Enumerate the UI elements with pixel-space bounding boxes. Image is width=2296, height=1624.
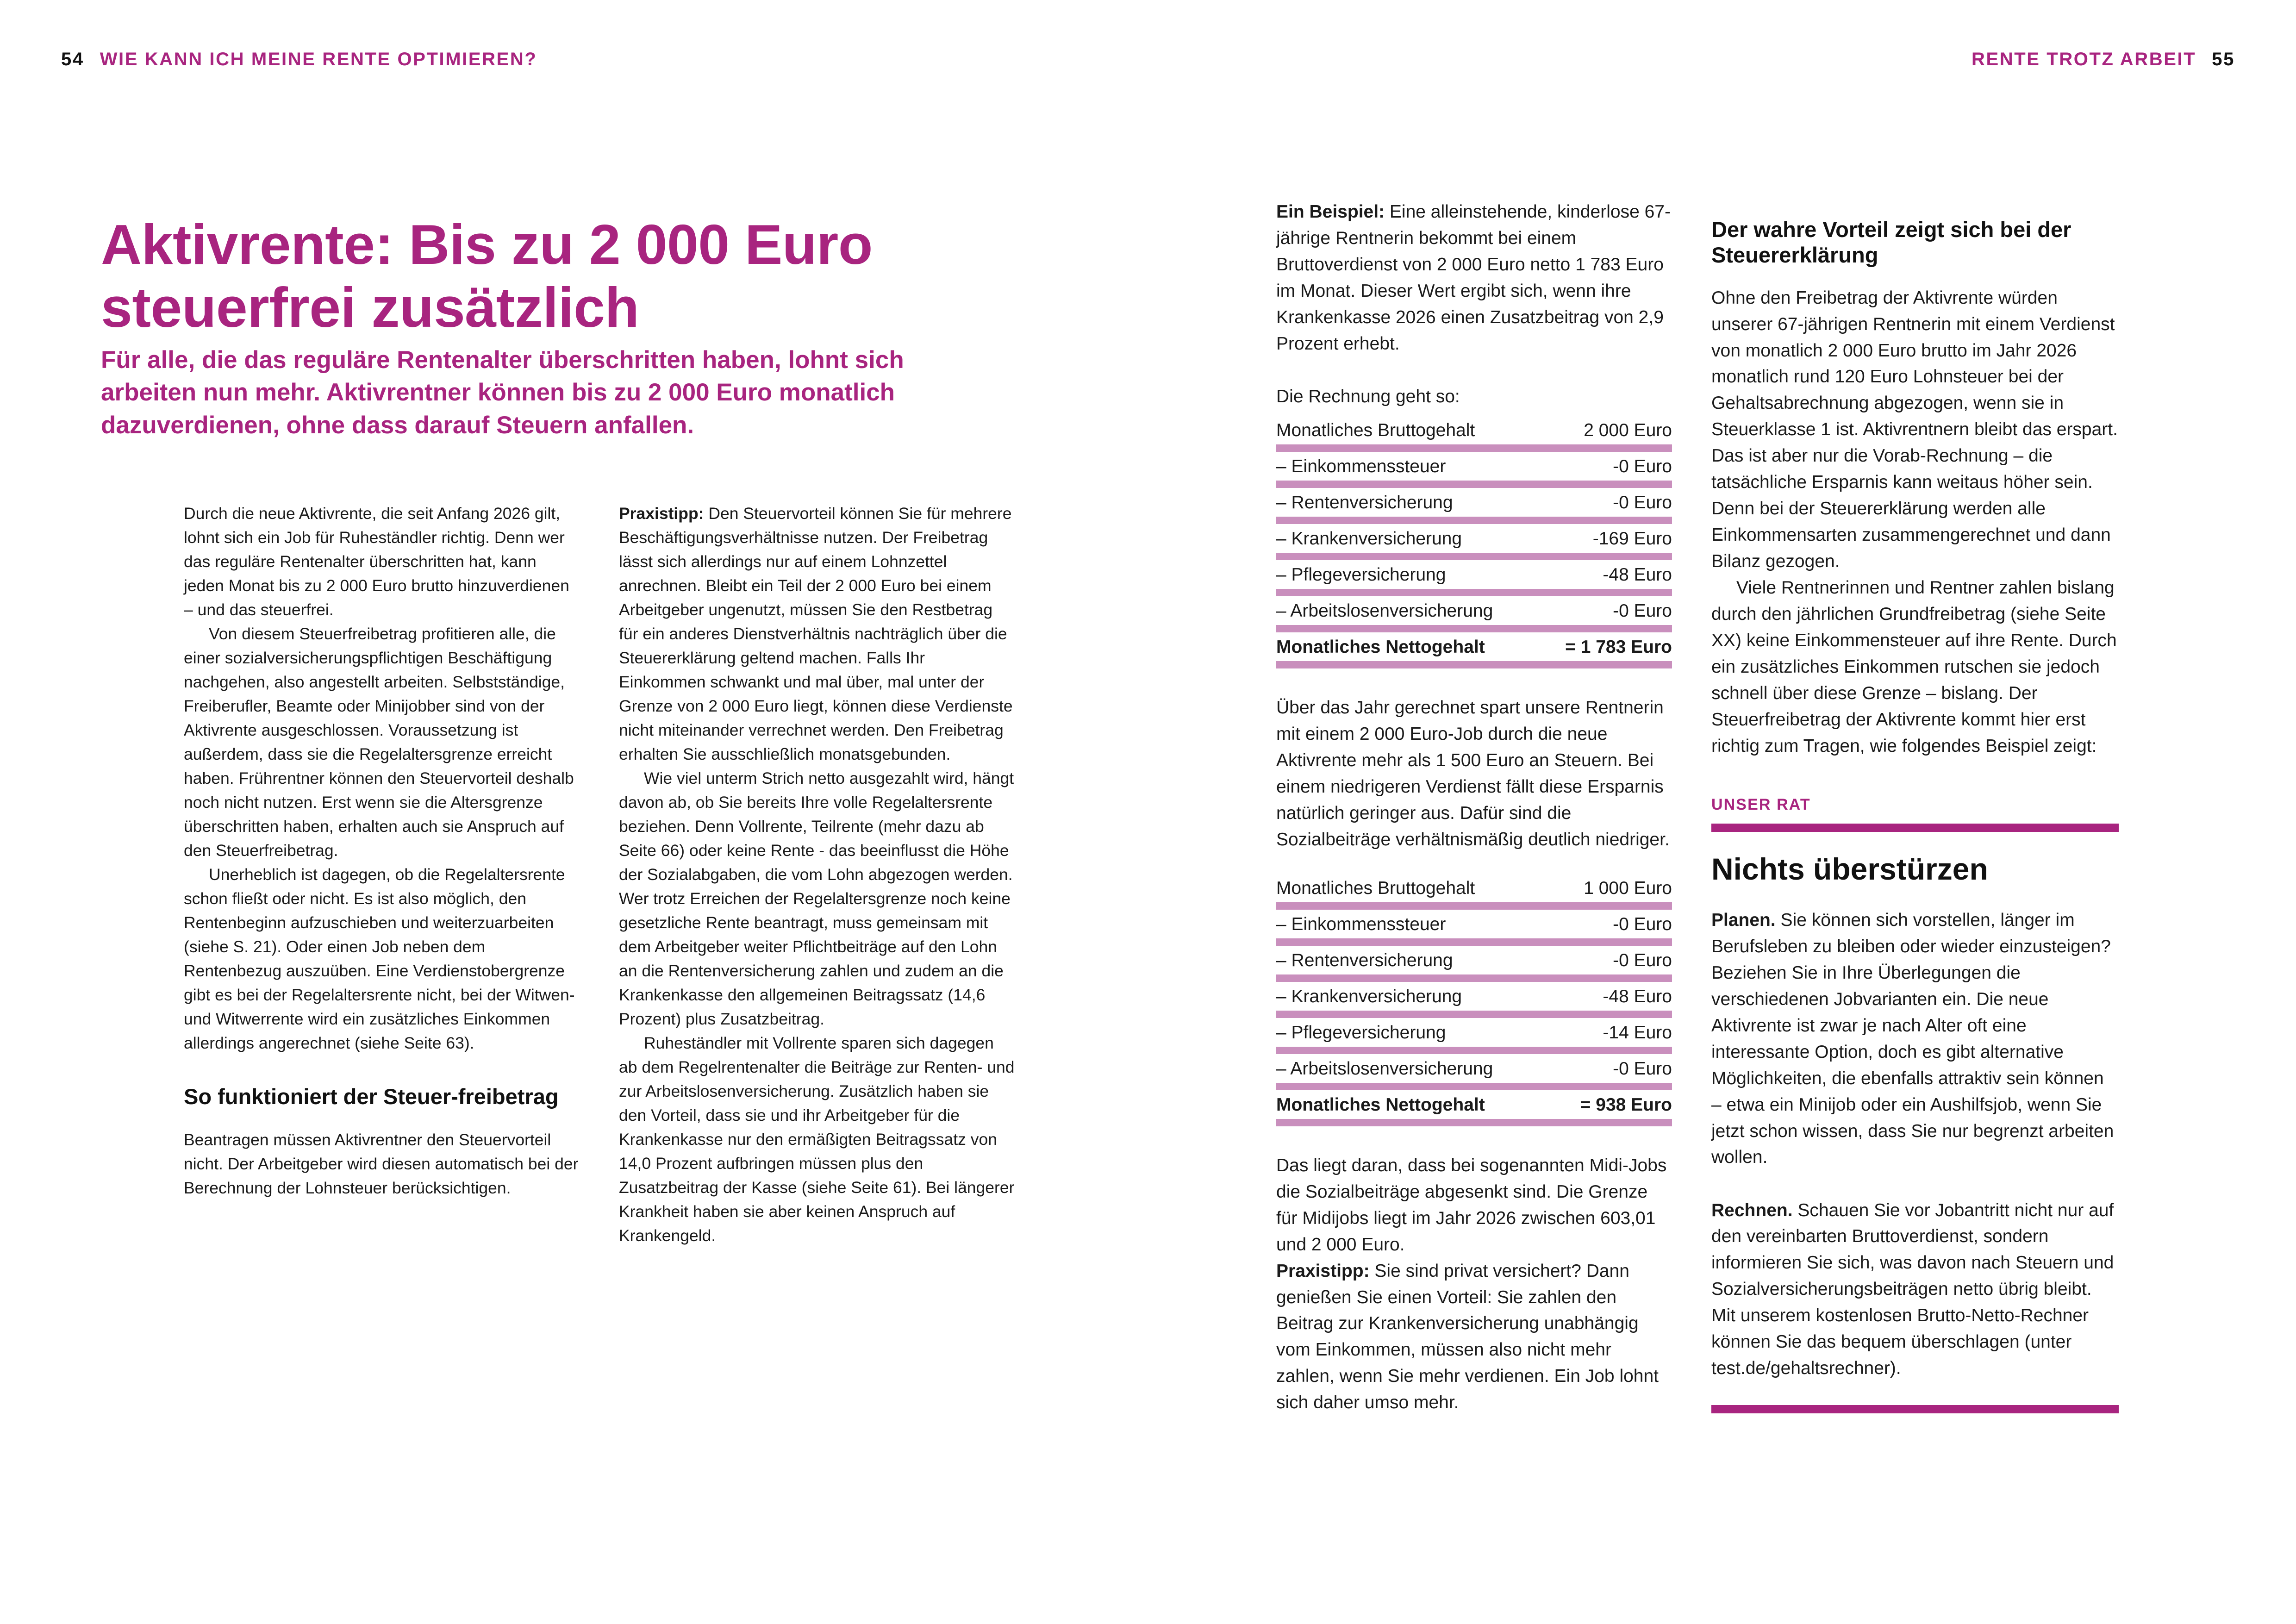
paragraph [619,501,1015,766]
row-label: Monatliches Bruttogehalt [1276,420,1475,441]
paragraph-text: Sie sind privat versichert? Dann genießen Sie einen Vorteil: Sie zahlen den Beitrag zur Krankenversicherung unabhängig vom Einkommen, müssen also nicht mehr zahlen, wenn Sie mehr verdienen. Ein Job lohnt sich daher umso mehr. [1276,1261,1659,1413]
row-divider [1276,517,1672,524]
standfirst: Für alle, die das reguläre Rentenalter überschritten haben, lohnt sich arbeiten nun mehr. Aktivrentner können bis zu 2 000 Euro monatlich dazuverdienen, ohne dass darauf Steuern anfallen. [101,346,904,439]
row-divider [1276,481,1672,488]
paragraph-text: Den Steuervorteil können Sie für mehrere Beschäftigungsverhältnisse nutzen. Der Freibetrag lässt sich allerdings nur auf einem Lohnzettel anrechnen. Bleibt ein Teil der 2 000 Euro bei einem Arbeitgeber ungenutzt, müssen Sie den Restbetrag für ein anderes Dienstverhältnis nachträglich über die Steuererklärung geltend machen. Falls Ihr Einkommen schwankt und mal über, mal unter der Grenze von 2 000 Euro liegt, können diese Verdienste nicht miteinander verrechnet werden. Den Freibetrag erhalten Sie ausschließlich monatsgebunden. [619,504,1013,763]
row-label: – Krankenversicherung [1276,529,1462,549]
paragraph: Wie viel unterm Strich netto ausgezahlt wird, hängt davon ab, ob Sie bereits Ihre volle Regelaltersrente beziehen. Denn Vollrente, Teilrente (mehr dazu ab Seite 66) oder keine Rente - das beeinflusst die Höhe der Sozialabgaben, die vom Lohn abgezogen werden. Wer trotz Erreichen der Regelaltersgrenze noch keine gesetzliche Rente beantragt, muss gemeinsam mit dem Arbeitgeber weiter Pflichtbeiträge auf den Lohn an die Rentenversicherung zahlen und zudem an die Krankenkasse den allgemeinen Beitragssatz (14,6 Prozent) plus Zusatzbeitrag. [619,769,1014,1028]
lead-in-label: Ein Beispiel: [1276,202,1385,222]
row-divider [1276,625,1672,632]
lead-in-label: Praxistipp: [1276,1261,1370,1281]
paragraph [1711,907,2119,1171]
row-divider [1276,902,1672,910]
body-column-4 [1711,199,2119,1413]
table-row [1276,1022,1672,1043]
row-label: – Arbeitslosenversicherung [1276,1058,1493,1079]
section-heading: So funktioniert der Steuer-freibetrag [184,1084,559,1109]
table-row [1276,492,1672,513]
row-value: -48 Euro [1603,986,1672,1006]
folio-left: 54 [61,49,84,69]
paragraph-text: Schauen Sie vor Jobantritt nicht nur auf den vereinbarten Bruttoverdienst, sondern informieren Sie sich, was davon nach Steuern und Sozialversicherungsbeiträgen netto übrig bleibt. Mit unserem kostenlosen Brutto-Netto-Rechner können Sie das bequem überschlagen (unter test.de/gehaltsrechner). [1711,1200,2114,1379]
table-row [1276,914,1672,935]
row-value: -0 Euro [1613,914,1672,934]
paragraph: Durch die neue Aktivrente, die seit Anfang 2026 gilt, lohnt sich ein Job für Ruheständler richtig. Denn wer das reguläre Rentenalter überschritten hat, kann jeden Monat bis zu 2 000 Euro brutto hinzuverdienen – und das steuerfrei. [184,504,569,619]
section-heading: Der wahre Vorteil zeigt sich bei der Steuererklärung [1711,217,2071,267]
row-label: – Pflegeversicherung [1276,565,1446,585]
table-row [1276,986,1672,1007]
box-rule-top [1711,824,2119,832]
body-column-1 [184,501,580,1200]
page-title: Aktivrente: Bis zu 2 000 Euro steuerfrei zusätzlich [101,212,873,339]
body-column-3 [1276,199,1672,1416]
row-value: = 938 Euro [1580,1094,1672,1115]
row-label: – Arbeitslosenversicherung [1276,601,1493,621]
row-divider [1276,938,1672,946]
row-label: – Rentenversicherung [1276,950,1453,970]
paragraph: Über das Jahr gerechnet spart unsere Rentnerin mit einem 2 000 Euro-Job durch die neue Aktivrente mehr als 1 500 Euro an Steuern. Bei einem niedrigeren Verdienst fällt diese Ersparnis natürlich geringer aus. Dafür sind die Sozialbeiträge verhältnismäßig deutlich niedriger. [1276,698,1670,850]
row-divider [1276,974,1672,982]
row-divider [1276,589,1672,596]
table-row [1276,420,1672,441]
box-title: Nichts überstürzen [1711,852,1988,887]
row-divider [1276,1119,1672,1126]
row-label: – Pflegeversicherung [1276,1022,1446,1043]
row-value: -14 Euro [1603,1022,1672,1043]
paragraph [1711,1198,2119,1382]
row-label: – Einkommenssteuer [1276,456,1446,477]
paragraph [1276,199,1672,357]
paragraph-text: Eine alleinstehende, kinderlose 67-jährige Rentnerin bekommt bei einem Bruttoverdienst von 2 000 Euro netto 1 783 Euro im Monat. Dieser Wert ergibt sich, wenn ihre Krankenkasse 2026 einen Zusatzbeitrag von 2,9 Prozent erhebt. [1276,202,1671,354]
lead-in-label: Praxistipp: [619,504,704,523]
row-label: – Krankenversicherung [1276,986,1462,1006]
row-value: -169 Euro [1592,529,1672,549]
row-label: Monatliches Bruttogehalt [1276,878,1475,898]
paragraph: Unerheblich ist dagegen, ob die Regelaltersrente schon fließt oder nicht. Es ist also möglich, den Rentenbeginn aufzuschieben und weiterzuarbeiten (siehe S. 21). Oder einen Job neben dem Rentenbezug auszuüben. Eine Verdienstobergrenze gibt es bei der Regelaltersrente nicht, bei der Witwen- und Witwerrente wird ein zusätzliches Einkommen allerdings angerechnet (siehe Seite 63). [184,865,575,1052]
row-value: -0 Euro [1613,601,1672,621]
section-title-right: RENTE TROTZ ARBEIT [1972,49,2196,69]
body-column-2 [619,501,1015,1248]
box-kicker: UNSER RAT [1711,795,1811,813]
row-value: = 1 783 Euro [1565,637,1672,657]
table-total-row [1276,1094,1672,1116]
row-value: 1 000 Euro [1584,878,1672,898]
row-value: -0 Euro [1613,1058,1672,1079]
row-value: 2 000 Euro [1584,420,1672,441]
paragraph: Ruheständler mit Vollrente sparen sich dagegen ab dem Regelrentenalter die Beiträge zur Renten- und zur Arbeitslosenversicherung. Zusätzlich haben sie den Vorteil, dass sie und ihr Arbeitgeber für die Krankenkasse nur den ermäßigten Beitragssatz von 14,0 Prozent aufbringen müssen plus den Zusatzbeitrag der Kasse (siehe Seite 61). Bei längerer Krankheit haben sie aber keinen Anspruch auf Krankengeld. [619,1034,1015,1245]
row-value: -0 Euro [1613,493,1672,513]
folio-right: 55 [2212,49,2235,69]
table-row [1276,600,1672,622]
table-row [1276,528,1672,550]
row-divider [1276,1083,1672,1090]
paragraph-text: Sie können sich vorstellen, länger im Berufsleben zu bleiben oder wieder einzusteigen? Beziehen Sie in Ihre Überlegungen die verschiedenen Jobvarianten ein. Die neue Aktivrente ist zwar je nach Alter oft eine interessante Option, doch es gibt alternative Möglichkeiten, die ebenfalls attraktiv sein können – etwa ein Minijob oder ein Aushilfsjob, wenn Sie jetzt schon wissen, dass Sie nur begrenzt arbeiten wollen. [1711,910,2114,1168]
paragraph: Von diesem Steuerfreibetrag profitieren alle, die einer sozialversicherungspflichtigen Beschäftigung nachgehen, also angestellt arbeiten. Selbstständige, Freiberufler, Beamte oder Minijobber sind von der Aktivrente ausgeschlossen. Voraussetzung ist außerdem, dass sie die Regelaltersgrenze erreicht haben. Frührentner können den Steuervorteil deshalb noch nicht nutzen. Erst wenn sie die Altersgrenze überschritten haben, erhalten auch sie Anspruch auf den Steuerfreibetrag. [184,625,574,860]
row-divider [1276,661,1672,668]
unser-rat-box [1711,793,2119,1413]
row-divider [1276,1011,1672,1018]
table-row [1276,456,1672,477]
box-rule-bottom [1711,1405,2119,1413]
paragraph: Beantragen müssen Aktivrentner den Steuervorteil nicht. Der Arbeitgeber wird diesen automatisch bei der Berechnung der Lohnsteuer berücksichtigen. [184,1130,579,1197]
paragraph: Die Rechnung geht so: [1276,386,1460,406]
table-total-row [1276,637,1672,658]
lead-in-label: Rechnen. [1711,1200,1793,1220]
table-row [1276,878,1672,899]
row-divider [1276,444,1672,452]
paragraph: Das liegt daran, dass bei sogenannten Midi-Jobs die Sozialbeiträge abgesenkt sind. Die Grenze für Midijobs liegt im Jahr 2026 zwischen 603,01 und 2 000 Euro. [1276,1155,1667,1255]
row-label: Monatliches Nettogehalt [1276,1094,1485,1115]
calculation-table-2 [1276,878,1672,1126]
row-divider [1276,553,1672,560]
calculation-table-1 [1276,420,1672,668]
table-row [1276,950,1672,971]
row-divider [1276,1047,1672,1054]
paragraph: Viele Rentnerinnen und Rentner zahlen bislang durch den jährlichen Grundfreibetrag (siehe Seite XX) keine Einkommensteuer auf ihre Rente. Durch ein zusätzliches Einkommen rutschen sie jedoch schnell über diese Grenze – bislang. Der Steuerfreibetrag der Aktivrente kommt hier erst richtig zum Tragen, wie folgendes Beispiel zeigt: [1711,577,2117,756]
row-label: – Einkommenssteuer [1276,914,1446,934]
paragraph: Ohne den Freibetrag der Aktivrente würden unserer 67-jährigen Rentnerin mit einem Verdienst von monatlich 2 000 Euro brutto im Jahr 2026 monatlich rund 120 Euro Lohnsteuer bei der Gehaltsabrechnung abgezogen, wenn sie in Steuerklasse 1 ist. Aktivrentnern bleibt das erspart. Das ist aber nur die Vorab-Rechnung – die tatsächliche Ersparnis kann weitaus höher sein. Denn bei der Steuererklärung werden alle Einkommensarten zusammengerechnet und dann Bilanz gezogen. [1711,287,2118,571]
row-value: -0 Euro [1613,950,1672,970]
row-label: – Rentenversicherung [1276,493,1453,513]
lead-in-label: Planen. [1711,910,1776,930]
running-head-right [1972,49,2235,70]
row-value: -0 Euro [1613,456,1672,477]
table-row [1276,564,1672,586]
paragraph [1276,1258,1672,1417]
row-value: -48 Euro [1603,565,1672,585]
table-row [1276,1058,1672,1080]
row-label: Monatliches Nettogehalt [1276,637,1485,657]
running-head-left [61,49,537,70]
section-title-left: WIE KANN ICH MEINE RENTE OPTIMIEREN? [100,49,537,69]
